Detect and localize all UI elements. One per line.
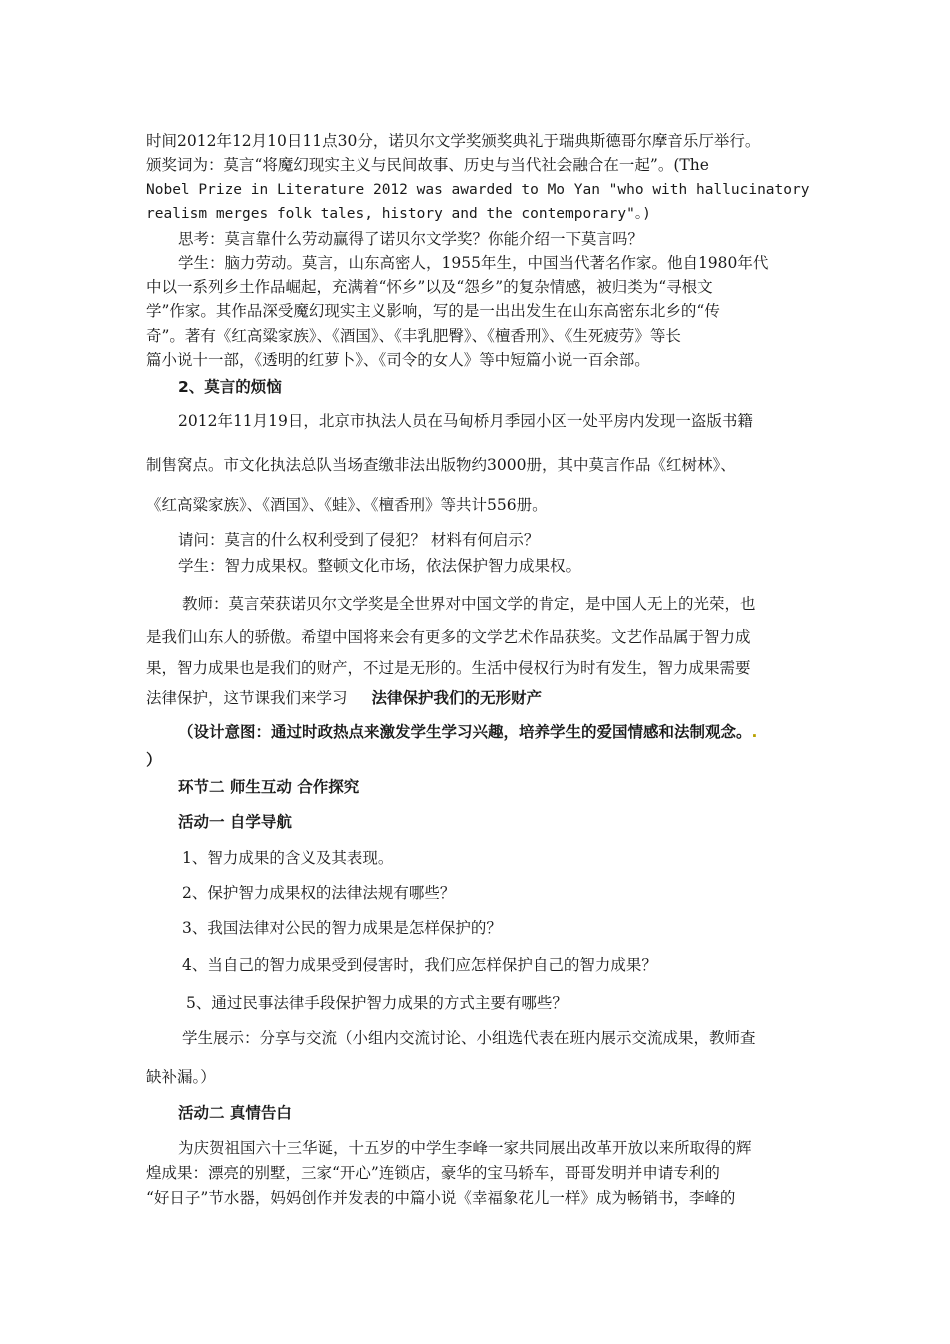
paragraph-line: “好日子”节水器，妈妈创作并发表的中篇小说《幸福象花儿一样》成为畅销书，李峰的 [146, 1189, 736, 1207]
list-item: 4、当自己的智力成果受到侵害时，我们应怎样保护自己的智力成果？ [182, 956, 657, 974]
answer-line: 学生：脑力劳动。莫言，山东高密人，1955年生，中国当代著名作家。他自1980年代 [178, 254, 769, 272]
design-intent-close: ） [146, 751, 162, 769]
question-line: 思考：莫言靠什么劳动赢得了诺贝尔文学奖？你能介绍一下莫言吗？ [178, 230, 644, 248]
paragraph-line: 为庆贺祖国六十三华诞，十五岁的中学生李峰一家共同展出改革开放以来所取得的辉 [178, 1139, 752, 1157]
paragraph-line: 学生展示：分享与交流（小组内交流讨论、小组选代表在班内展示交流成果，教师查 [182, 1029, 756, 1047]
paragraph-line: 缺补漏。） [146, 1068, 216, 1086]
paragraph-line: 教师：莫言荣获诺贝尔文学奖是全世界对中国文学的肯定，是中国人无上的光荣，也 [182, 595, 756, 613]
paragraph-line: 制售窝点。市文化执法总队当场查缴非法出版物约3000册，其中莫言作品《红树林》、 [146, 456, 736, 474]
paragraph-line: 奇”。著有《红高粱家族》、《酒国》、《丰乳肥臀》、《檀香刑》、《生死疲劳》等长 [146, 327, 681, 345]
list-item: 2、保护智力成果权的法律法规有哪些？ [182, 884, 456, 902]
paragraph-line: 学”作家。其作品深受魔幻现实主义影响，写的是一出出发生在山东高密东北乡的“传 [146, 302, 720, 320]
paragraph-line [146, 688, 542, 708]
activity-heading: 活动一 自学导航 [178, 813, 292, 831]
question-line: 请问：莫言的什么权利受到了侵犯？ 材料有何启示？ [178, 531, 540, 549]
paragraph-line-english: Nobel Prize in Literature 2012 was awarded to Mo Yan "who with hallucinatory [146, 182, 810, 198]
section-heading: 环节二 师生互动 合作探究 [178, 778, 360, 796]
paragraph-line: 煌成果：漂亮的别墅，三家“开心”连锁店，豪华的宝马轿车，哥哥发明并申请专利的 [146, 1164, 720, 1182]
paragraph-line: 篇小说十一部，《透明的红萝卜》、《司令的女人》等中短篇小说一百余部。 [146, 351, 650, 369]
list-item: 3、我国法律对公民的智力成果是怎样保护的？ [182, 919, 502, 937]
paragraph-line: 《红高粱家族》、《酒国》、《蛙》、《檀香刑》等共计556册。 [146, 496, 548, 514]
section-heading: 2、莫言的烦恼 [178, 378, 282, 396]
marker-dot: . [751, 723, 758, 741]
paragraph-line: 中以一系列乡土作品崛起，充满着“怀乡”以及“怨乡”的复杂情感，被归类为“寻根文 [146, 278, 713, 296]
design-intent-note: （设计意图：通过时政热点来激发学生学习兴趣，培养学生的爱国情感和法制观念。. [178, 723, 758, 741]
answer-line: 学生：智力成果权。整顿文化市场，依法保护智力成果权。 [178, 557, 582, 575]
paragraph-text: 法律保护，这节课我们来学习 [146, 689, 348, 707]
paragraph-line-english: realism merges folk tales, history and the contemporary"。) [146, 206, 651, 222]
paragraph-line: 果，智力成果也是我们的财产，不过是无形的。生活中侵权行为时有发生，智力成果需要 [146, 659, 751, 677]
paragraph-line: 2012年11月19日，北京市执法人员在马甸桥月季园小区一处平房内发现一盗版书籍 [178, 412, 753, 430]
paragraph-line: 颁奖词为：莫言“将魔幻现实主义与民间故事、历史与当代社会融合在一起”。(The [146, 156, 709, 174]
paragraph-line: 时间2012年12月10日11点30分，诺贝尔文学奖颁奖典礼于瑞典斯德哥尔摩音乐厅举行。 [146, 132, 761, 150]
paragraph-line: 是我们山东人的骄傲。希望中国将来会有更多的文学艺术作品获奖。文艺作品属于智力成 [146, 628, 751, 646]
list-item: 5、通过民事法律手段保护智力成果的方式主要有哪些？ [186, 994, 568, 1012]
activity-heading: 活动二 真情告白 [178, 1104, 292, 1122]
list-item: 1、智力成果的含义及其表现。 [182, 849, 394, 867]
lesson-title: 法律保护我们的无形财产 [371, 689, 543, 707]
